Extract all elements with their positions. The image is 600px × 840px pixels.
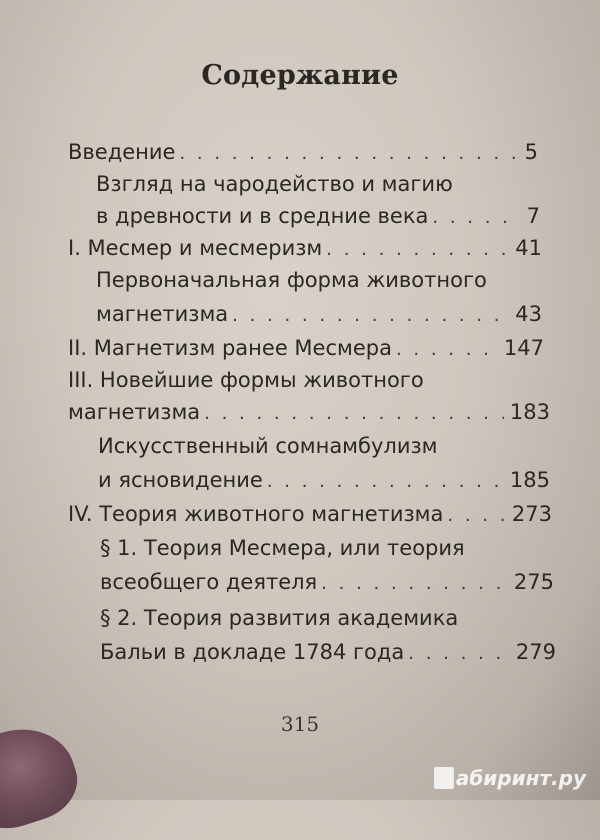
- toc-entry: [100, 570, 554, 594]
- toc-entry-text: Введение: [68, 140, 176, 164]
- toc-entry-text: II. Магнетизм ранее Месмера: [68, 336, 392, 360]
- watermark-logo: [434, 766, 586, 790]
- leader-dots: [432, 207, 520, 228]
- toc-entry-text: III. Новейшие формы животного: [68, 368, 424, 392]
- toc-entry-text: I. Месмер и месмеризм: [68, 236, 323, 260]
- toc-entry: [68, 236, 542, 260]
- toc-entry: [100, 640, 556, 664]
- toc-entry-page: 41: [515, 236, 542, 260]
- leader-dots: [232, 305, 509, 326]
- toc-entry-text: и ясновидение: [98, 468, 263, 492]
- toc-entry: [96, 302, 542, 326]
- toc-entry-page: 273: [511, 502, 552, 526]
- toc-entry: [96, 172, 453, 196]
- toc-entry-page: 183: [509, 400, 550, 424]
- toc-entry-text: IV. Теория животного магнетизма: [68, 502, 444, 526]
- toc-entry-text: магнетизма: [68, 400, 201, 424]
- toc-entry: [68, 368, 424, 392]
- toc-entry-page: 5: [524, 140, 538, 164]
- leader-dots: [179, 143, 518, 164]
- toc-entry: [100, 606, 458, 630]
- toc-entry-text: Первоначальная форма животного: [96, 268, 487, 292]
- toc-entry: [68, 502, 552, 526]
- toc-entry-text: § 1. Теория Месмера, или теория: [100, 536, 465, 560]
- toc-entry-page: 275: [513, 570, 554, 594]
- page-number: 315: [280, 712, 320, 736]
- toc-entry-text: § 2. Теория развития академика: [100, 606, 459, 630]
- leader-dots: [447, 505, 506, 526]
- toc-entry-page: 7: [526, 204, 540, 228]
- toc-entry: [96, 268, 487, 292]
- toc-entry-text: магнетизма: [96, 302, 229, 326]
- labyrinth-logo-icon: [434, 767, 454, 789]
- toc-entry: [68, 400, 550, 424]
- leader-dots: [204, 403, 504, 424]
- toc-entry: [68, 140, 538, 164]
- watermark-text: абиринт.ру: [455, 766, 586, 790]
- toc-entry-text: Искусственный сомнамбулизм: [98, 434, 438, 458]
- leader-dots: [321, 573, 508, 594]
- toc-entry: [100, 536, 465, 560]
- toc-entry-text: Бальи в докладе 1784 года: [100, 640, 405, 664]
- toc-entry: [98, 434, 438, 458]
- toc-entry: [96, 204, 540, 228]
- toc-entry-page: 43: [515, 302, 542, 326]
- leader-dots: [408, 643, 510, 664]
- leader-dots: [267, 471, 504, 492]
- toc-entry: [68, 336, 544, 360]
- leader-dots: [326, 239, 509, 260]
- page-title: Содержание: [201, 60, 399, 91]
- toc-entry-text: в древности и в средние века: [96, 204, 429, 228]
- toc-entry-page: 185: [509, 468, 550, 492]
- toc-entry-text: всеобщего деятеля: [100, 570, 318, 594]
- toc-entry-page: 279: [515, 640, 556, 664]
- toc-entry: [98, 468, 550, 492]
- toc-entry-page: 147: [503, 336, 544, 360]
- toc-entry-text: Взгляд на чародейство и магию: [96, 172, 453, 196]
- leader-dots: [396, 339, 498, 360]
